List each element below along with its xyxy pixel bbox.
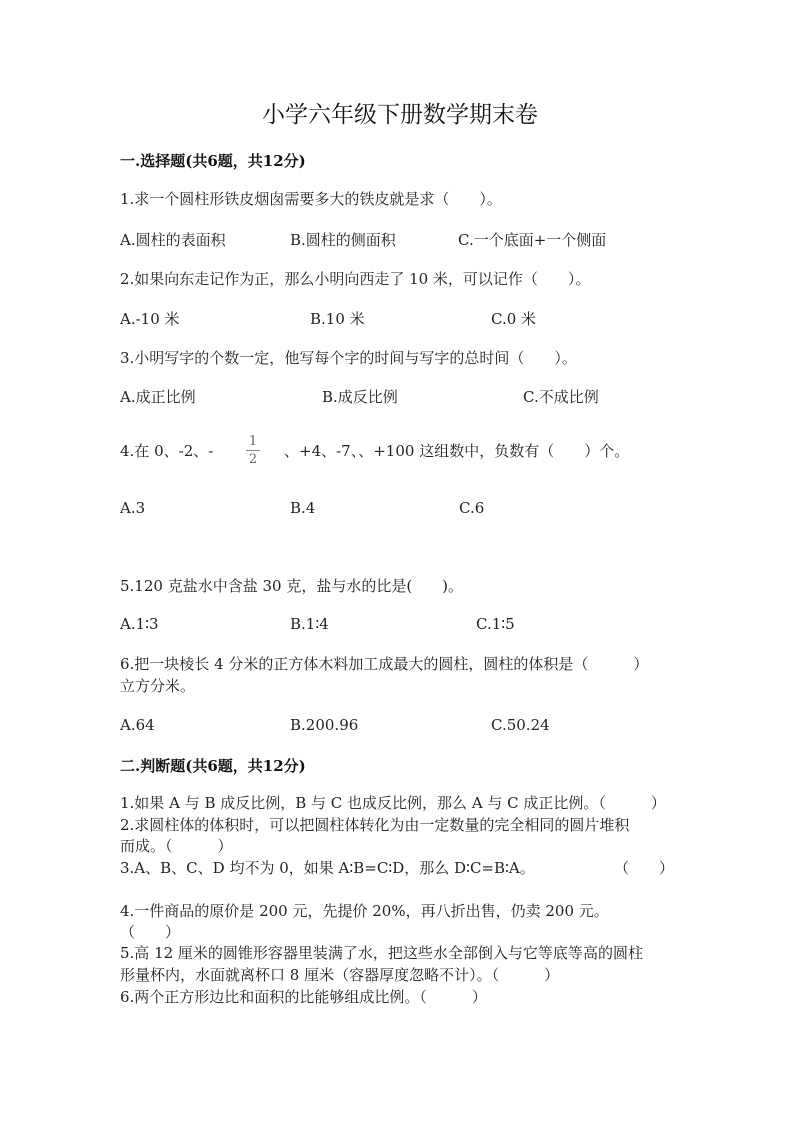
question-5: 5.120 克盐水中含盐 30 克，盐与水的比是( )。 [120,577,464,595]
judgment-2-line2: 而成。（ ） [120,837,233,855]
section-heading-choice: 一.选择题(共6题，共12分) [120,152,306,170]
q4-option-b: B.4 [290,499,316,517]
q6-option-a: A.64 [120,716,155,734]
q4-option-c: C.6 [459,499,485,517]
question-2: 2.如果向东走记作为正，那么小明向西走了 10 米，可以记作（ ）。 [120,270,591,288]
q2-option-b: B.10 米 [310,310,365,328]
q3-option-b: B.成反比例 [322,388,398,406]
judgment-6: 6.两个正方形边比和面积的比能够组成比例。（ ） [120,988,487,1006]
q3-option-c: C.不成比例 [523,388,599,406]
q2-option-c: C.0 米 [491,310,537,328]
question-6-line2: 立方分米。 [120,677,196,695]
q5-option-c: C.1∶5 [476,615,515,633]
section-heading-judgment: 二.判断题(共6题，共12分) [120,757,306,775]
judgment-4-line2: （ ） [120,923,181,941]
judgment-3: 3.A、B、C、D 均不为 0，如果 A∶B=C∶D，那么 D∶C=B∶A。 [120,859,535,877]
q5-option-b: B.1∶4 [290,615,329,633]
q6-option-c: C.50.24 [491,716,550,734]
page-title: 小学六年级下册数学期末卷 [262,102,538,128]
question-6-line1: 6.把一块棱长 4 分米的正方体木料加工成最大的圆柱，圆柱的体积是（ ） [120,655,649,673]
judgment-1: 1.如果 A 与 B 成反比例，B 与 C 也成反比例，那么 A 与 C 成正比例。（ ） [120,794,666,812]
judgment-2-line1: 2.求圆柱体的体积时，可以把圆柱体转化为由一定数量的完全相同的圆片堆积 [120,816,630,834]
q1-option-a: A.圆柱的表面积 [120,231,226,249]
q2-option-a: A.-10 米 [120,310,180,328]
fraction-denominator: 2 [248,452,258,467]
q5-option-a: A.1∶3 [120,615,159,633]
question-1: 1.求一个圆柱形铁皮烟囱需要多大的铁皮就是求（ ）。 [120,190,502,208]
q6-option-b: B.200.96 [290,716,359,734]
q3-option-a: A.成正比例 [120,388,196,406]
q1-option-c: C.一个底面+一个侧面 [458,231,607,249]
q1-option-b: B.圆柱的侧面积 [290,231,396,249]
q4-option-a: A.3 [120,499,146,517]
fraction-one-half [246,434,260,467]
judgment-5-line2: 形量杯内，水面就离杯口 8 厘米（容器厚度忽略不计）。（ ） [120,966,560,984]
question-4-part1: 4.在 0、-2、- [120,442,214,460]
question-3: 3.小明写字的个数一定，他写每个字的时间与写字的总时间（ ）。 [120,349,577,367]
judgment-5-line1: 5.高 12 厘米的圆锥形容器里装满了水，把这些水全部倒入与它等底等高的圆柱 [120,944,643,962]
judgment-4-line1: 4.一件商品的原价是 200 元，先提价 20%，再八折出售，仍卖 200 元。 [120,902,609,920]
judgment-3-mark: （ ） [614,859,675,877]
question-4-part2: 、+4、-7、、+100 这组数中，负数有（ ）个。 [284,442,630,460]
fraction-numerator: 1 [248,434,258,449]
